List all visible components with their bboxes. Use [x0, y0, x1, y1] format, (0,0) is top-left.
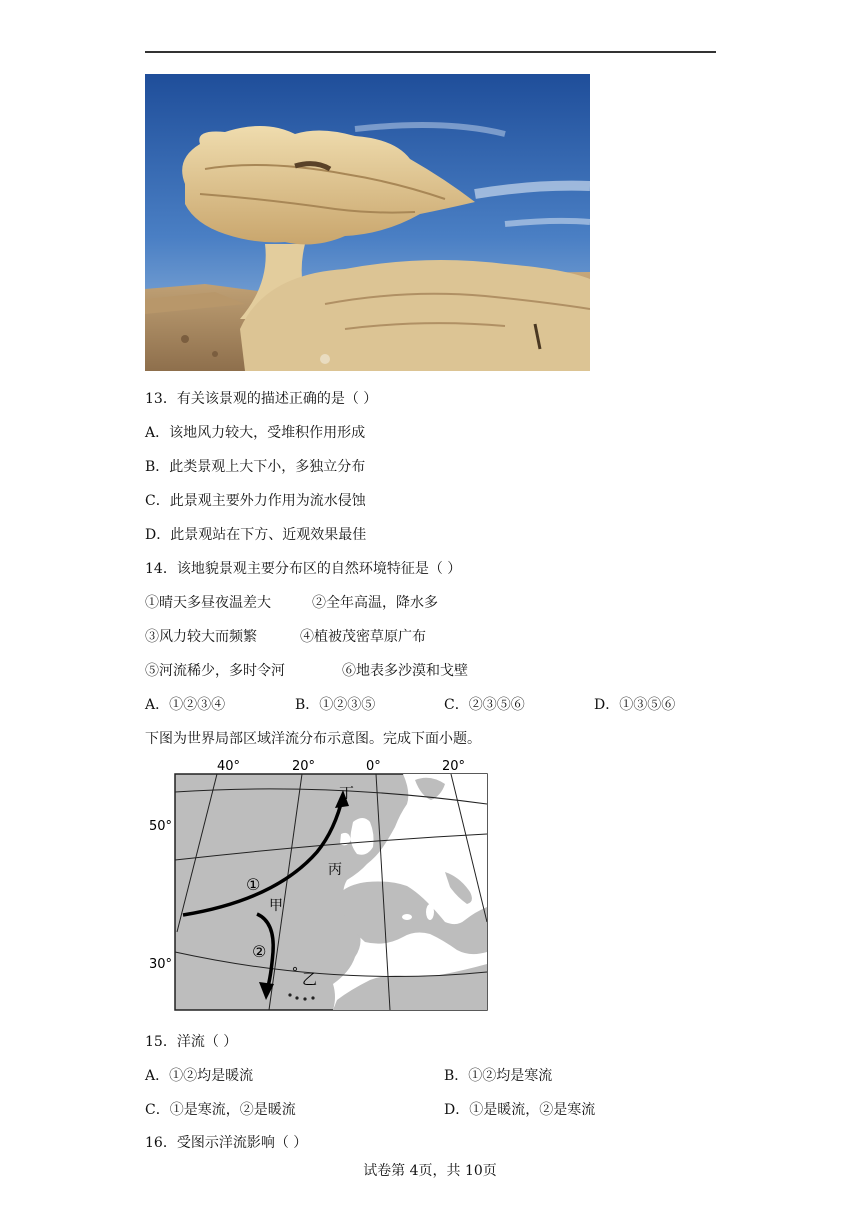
page-footer: 试卷第 4页，共 10页	[363, 1163, 497, 1179]
q13-option-d[interactable]: D．此景观站在下方、近观效果最佳	[145, 527, 367, 543]
q14-feature-5: ⑤河流稀少，多时令河	[145, 663, 285, 679]
place-bing: 丙	[328, 862, 342, 878]
balearic-island	[402, 914, 412, 920]
q14-feature-3: ③风力较大而频繁	[145, 629, 257, 645]
sardinia-island	[426, 904, 434, 920]
lon-label-20e: 20°	[442, 759, 466, 774]
place-jia: 甲	[269, 898, 283, 914]
lon-label-0: 0°	[366, 759, 381, 774]
lat-label-30n: 30°	[149, 957, 173, 972]
q14-stem: 14．该地貌景观主要分布区的自然环境特征是（ ）	[145, 561, 462, 577]
q15-stem: 15．洋流（ ）	[145, 1034, 238, 1050]
q15-option-a[interactable]: A．①②均是暖流	[145, 1068, 254, 1084]
q15-option-c[interactable]: C．①是寒流，②是暖流	[145, 1102, 296, 1118]
q14-option-b[interactable]: B．①②③⑤	[295, 697, 376, 713]
q16-stem: 16．受图示洋流影响（ ）	[145, 1135, 308, 1151]
q13-option-b[interactable]: B．此类景观上大下小，多独立分布	[145, 459, 366, 475]
britain-island	[351, 818, 374, 855]
q14-option-c[interactable]: C．②③⑤⑥	[444, 697, 525, 713]
ocean-current-map	[145, 752, 495, 1017]
q14-option-a[interactable]: A．①②③④	[145, 697, 226, 713]
place-yi: 乙	[302, 970, 318, 988]
q14-feature-4: ④植被茂密草原广布	[300, 629, 426, 645]
lon-label-20w: 20°	[292, 759, 316, 774]
q13-option-a[interactable]: A．该地风力较大，受堆积作用形成	[145, 425, 366, 441]
q14-feature-6: ⑥地表多沙漠和戈壁	[342, 663, 468, 679]
place-ding: 丁	[339, 784, 355, 802]
q13-stem: 13．有关该景观的描述正确的是（ ）	[145, 391, 378, 407]
header-rule	[145, 51, 716, 53]
map-intro: 下图为世界局部区域洋流分布示意图。完成下面小题。	[145, 731, 481, 747]
q14-feature-1: ①晴天多昼夜温差大	[145, 595, 271, 611]
lat-label-50n: 50°	[149, 819, 173, 834]
mushroom-rock-photo	[145, 74, 590, 371]
q14-option-d[interactable]: D．①③⑤⑥	[594, 697, 676, 713]
q15-option-b[interactable]: B．①②均是寒流	[444, 1068, 553, 1084]
q15-option-d[interactable]: D．①是暖流，②是寒流	[444, 1102, 596, 1118]
current-label-1: ①	[246, 875, 261, 894]
current-label-2: ②	[252, 942, 267, 961]
q14-feature-2: ②全年高温，降水多	[312, 595, 438, 611]
lon-label-40w: 40°	[217, 759, 241, 774]
q13-option-c[interactable]: C．此景观主要外力作用为流水侵蚀	[145, 493, 366, 509]
